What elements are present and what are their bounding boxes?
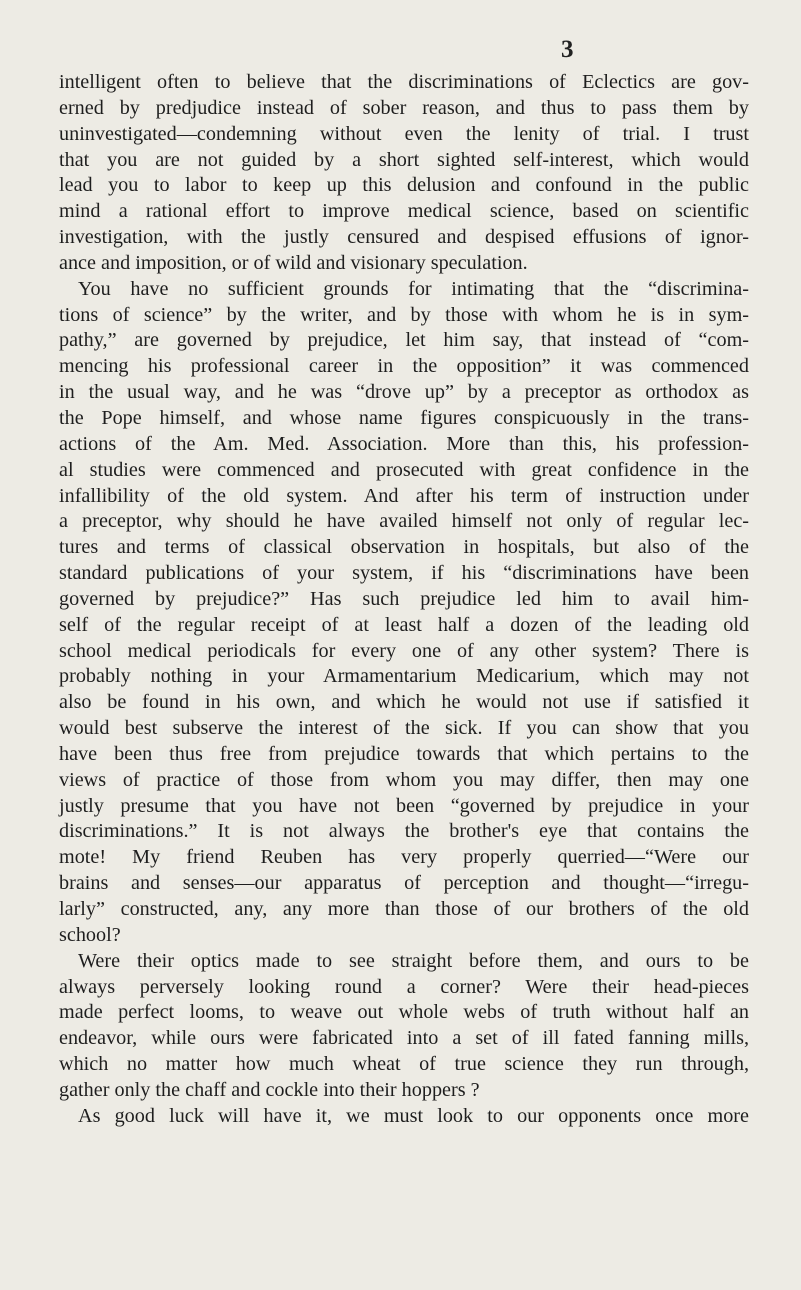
text-line: school medical periodicals for every one of any other system? There is bbox=[59, 639, 749, 662]
text-line: mote! My friend Reuben has very properly querried—“Were our bbox=[59, 846, 749, 869]
text-line: gather only the chaff and cockle into their hoppers ? bbox=[59, 1078, 480, 1101]
text-line: standard publications of your system, if his “discriminations have been bbox=[59, 562, 749, 585]
text-line: also be found in his own, and which he would not use if satisfied it bbox=[59, 691, 749, 714]
text-line: always perversely looking round a corner? Were their head-pieces bbox=[59, 975, 749, 998]
text-line: the Pope himself, and whose name figures conspicuously in the trans- bbox=[59, 406, 749, 429]
text-line: self of the regular receipt of at least half a dozen of the leading old bbox=[59, 613, 749, 636]
text-line: actions of the Am. Med. Association. More than this, his profession- bbox=[59, 432, 749, 455]
text-line: tions of science” by the writer, and by those with whom he is in sym- bbox=[59, 303, 749, 326]
text-line: ance and imposition, or of wild and visionary speculation. bbox=[59, 251, 528, 274]
text-line: lead you to labor to keep up this delusion and confound in the public bbox=[59, 174, 749, 197]
text-line: al studies were commenced and prosecuted with great confidence in the bbox=[59, 458, 749, 481]
text-line: investigation, with the justly censured and despised effusions of ignor- bbox=[59, 226, 749, 249]
text-line: discriminations.” It is not always the brother's eye that contains the bbox=[59, 820, 749, 843]
text-line: endeavor, while ours were fabricated into a set of ill fated fanning mills, bbox=[59, 1027, 749, 1050]
text-line: views of practice of those from whom you may differ, then may one bbox=[59, 768, 749, 791]
text-line: uninvestigated—condemning without even the lenity of trial. I trust bbox=[59, 122, 749, 145]
text-line: have been thus free from prejudice towards that which pertains to the bbox=[59, 742, 749, 765]
text-line: mencing his professional career in the opposition” it was commenced bbox=[59, 355, 749, 378]
text-line: made perfect looms, to weave out whole webs of truth without half an bbox=[59, 1001, 749, 1024]
text-line: pathy,” are governed by prejudice, let him say, that instead of “com- bbox=[59, 329, 749, 352]
text-line: Were their optics made to see straight before them, and ours to be bbox=[78, 949, 749, 972]
text-line: mind a rational effort to improve medical science, based on scientific bbox=[59, 200, 749, 223]
text-line: You have no sufficient grounds for intimating that the “discrimina- bbox=[78, 277, 749, 300]
text-line: infallibility of the old system. And after his term of instruction under bbox=[59, 484, 749, 507]
text-line: intelligent often to believe that the discriminations of Eclectics are gov- bbox=[59, 71, 749, 93]
text-line: school? bbox=[59, 923, 121, 946]
text-line: As good luck will have it, we must look to our opponents once more bbox=[78, 1104, 749, 1127]
text-line: that you are not guided by a short sighted self-interest, which would bbox=[59, 148, 749, 171]
text-line: which no matter how much wheat of true science they run through, bbox=[59, 1053, 749, 1076]
text-line: a preceptor, why should he have availed himself not only of regular lec- bbox=[59, 510, 749, 533]
text-line: justly presume that you have not been “governed by prejudice in your bbox=[59, 794, 749, 817]
text-line: tures and terms of classical observation in hospitals, but also of the bbox=[59, 536, 749, 559]
text-line: in the usual way, and he was “drove up” by a preceptor as orthodox as bbox=[59, 381, 749, 404]
text-line: brains and senses—our apparatus of perception and thought—“irregu- bbox=[59, 872, 749, 895]
text-line: would best subserve the interest of the sick. If you can show that you bbox=[59, 717, 749, 740]
text-line: probably nothing in your Armamentarium Medicarium, which may not bbox=[59, 665, 749, 688]
text-line: larly” constructed, any, any more than those of our brothers of the old bbox=[59, 898, 749, 920]
text-line: erned by predjudice instead of sober reason, and thus to pass them by bbox=[59, 96, 749, 119]
page-number: 3 bbox=[561, 36, 574, 63]
text-line: governed by prejudice?” Has such prejudice led him to avail him- bbox=[59, 587, 749, 610]
body-text bbox=[59, 70, 749, 1130]
